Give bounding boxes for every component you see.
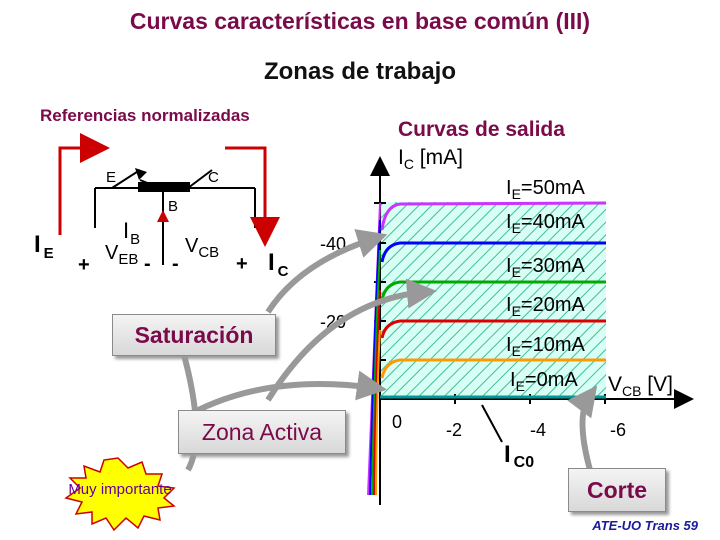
emitter-lead xyxy=(112,170,160,188)
saturation-box: Saturación xyxy=(112,314,276,356)
y-axis-label: $I_C$ [mA] xyxy=(398,146,463,172)
vcb-label: $V_{CB}$ xyxy=(185,235,220,261)
curve-label-ie-50: $I_E=50mA$ xyxy=(506,177,585,202)
ic-label: I $_C$ xyxy=(268,249,289,280)
x-tick-label-4: -4 xyxy=(530,420,547,440)
ic0-label: I $_{C0}$ xyxy=(504,441,535,471)
slide-title: Curvas características en base común (III) xyxy=(129,8,591,34)
slide-subtitle: Zonas de trabajo xyxy=(263,58,457,85)
active-zone-box: Zona Activa xyxy=(178,410,346,454)
ie-label: I $_E$ xyxy=(34,231,54,262)
output-curves-title: Curvas de salida xyxy=(398,118,565,141)
x-axis-label: $V_{CB}$ [V] xyxy=(608,373,673,399)
curve-label-ie-40: $I_E=40mA$ xyxy=(506,211,585,236)
y-tick-label-20: -20 xyxy=(320,312,347,332)
collector-label: C xyxy=(208,169,219,186)
x-tick-label-2: -2 xyxy=(446,420,463,440)
curve-label-ie-20: $I_E=20mA$ xyxy=(506,294,585,319)
veb-minus-sign: - xyxy=(144,253,151,275)
ic-arrow-icon xyxy=(225,148,265,235)
base-bar xyxy=(138,182,190,192)
curve-label-ie-10: $I_E=10mA$ xyxy=(506,334,585,359)
ie-arrow-icon xyxy=(60,148,98,235)
base-label: B xyxy=(168,198,179,215)
x-tick-label-6: -6 xyxy=(610,420,627,440)
y-tick-label-40: -40 xyxy=(320,234,347,254)
ic0-pointer-line xyxy=(482,405,502,442)
cutoff-box: Corte xyxy=(568,468,666,512)
ib-label: $I_B$ xyxy=(123,218,141,248)
references-label: Referencias normalizadas xyxy=(40,106,250,125)
emitter-label: E xyxy=(106,169,117,186)
vcb-plus-sign: + xyxy=(236,253,248,275)
veb-label: $V_{EB}$ xyxy=(105,242,139,268)
curve-label-ie-30: $I_E=30mA$ xyxy=(506,255,585,280)
veb-plus-sign: + xyxy=(78,254,90,276)
x-tick-label-0: 0 xyxy=(392,412,403,432)
emitter-arrow-icon xyxy=(135,168,147,180)
cutoff-arrow-icon xyxy=(583,395,591,470)
vcb-minus-sign: - xyxy=(172,253,179,275)
note-text: Muy importante xyxy=(68,481,172,498)
curve-label-ie-0: $I_E=0mA$ xyxy=(510,369,578,394)
circuit-schematic xyxy=(60,148,265,265)
footer-label: ATE-UO Trans 59 xyxy=(592,518,698,533)
